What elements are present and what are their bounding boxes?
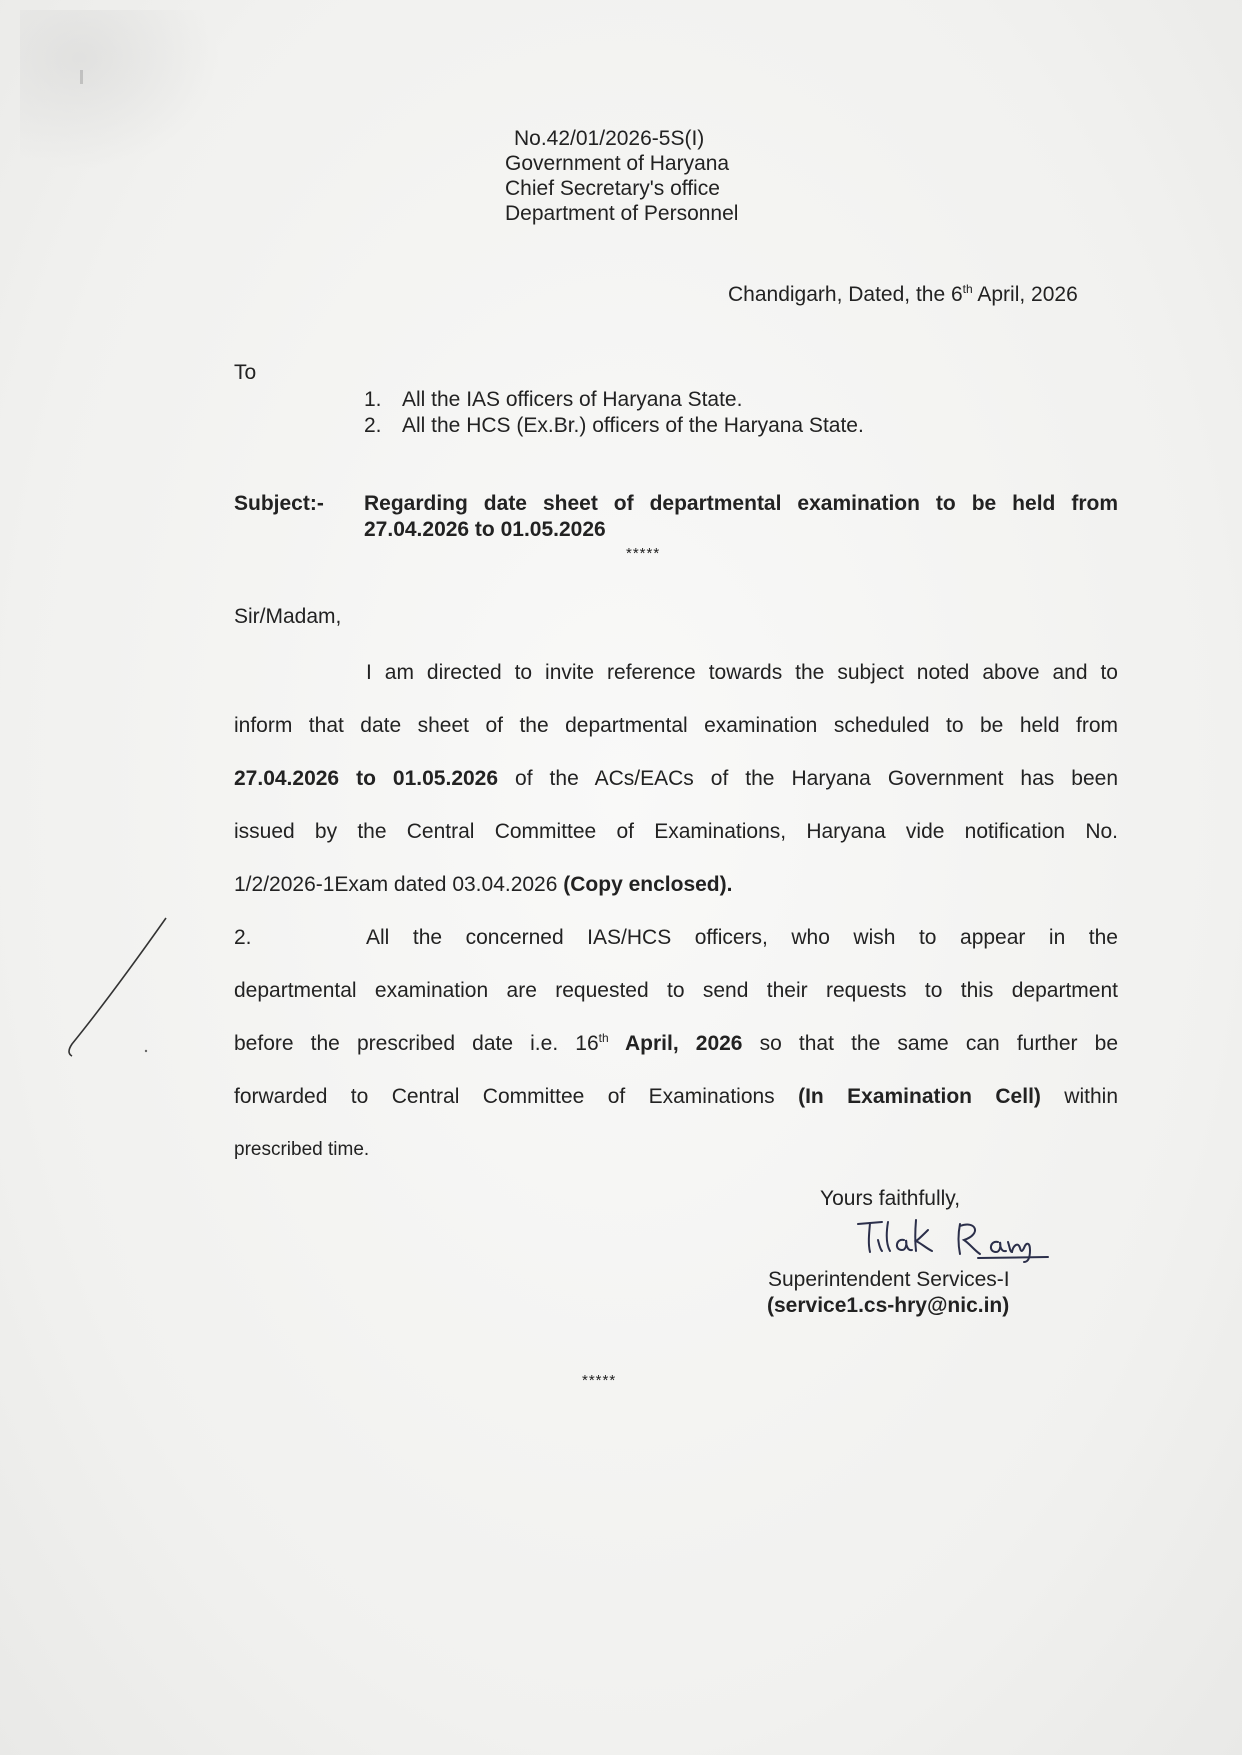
para1-line-1: I am directed to invite reference towards the subject noted above and to [366, 661, 1118, 684]
addressee-number-2: 2. [364, 414, 382, 437]
copy-enclosed: (Copy enclosed). [563, 873, 733, 896]
organization-name: Government of Haryana [505, 152, 730, 175]
addressee-item-2: All the HCS (Ex.Br.) officers of the Haryana State. [402, 414, 864, 437]
office-name: Chief Secretary's office [505, 177, 720, 200]
para2-line-5: prescribed time. [234, 1139, 370, 1160]
designation: Superintendent Services-I [768, 1268, 1010, 1291]
scan-mark [80, 70, 83, 84]
para1-dates: 27.04.2026 to 01.05.2026 [234, 767, 499, 790]
addressee-item-1: All the IAS officers of Haryana State. [402, 388, 743, 411]
yours-faithfully: Yours faithfully, [820, 1187, 961, 1210]
to-label: To [234, 361, 257, 384]
subject-line-1: Regarding date sheet of departmental examination to be held from [364, 492, 1118, 515]
subject-line-2: 27.04.2026 to 01.05.2026 [364, 518, 606, 541]
deadline-date: April, 2026 [608, 1032, 743, 1055]
para1-line-4: issued by the Central Committee of Examinations, Haryana vide notification No. [234, 820, 1118, 843]
addressee-number-1: 1. [364, 388, 382, 411]
para2-line-2: departmental examination are requested to send their requests to this department [234, 979, 1118, 1002]
reference-number: No.42/01/2026-5S(I) [514, 127, 705, 150]
examination-cell: (In Examination Cell) [798, 1085, 1041, 1108]
contact-email: (service1.cs-hry@nic.in) [767, 1294, 1010, 1317]
para2-line-3: before the prescribed date i.e. 16th April, 2026 so that the same can further be [234, 1031, 1118, 1055]
para1-line-3: 27.04.2026 to 01.05.2026 of the ACs/EACs of the Haryana Government has been [234, 767, 1118, 790]
date-ordinal: th [962, 282, 973, 296]
para2-line-4: forwarded to Central Committee of Examinations (In Examination Cell) within [234, 1085, 1118, 1108]
date-suffix: April, 2026 [972, 283, 1078, 306]
scan-smudge [20, 10, 220, 170]
date-line [728, 283, 1078, 307]
subject-label: Subject:- [234, 492, 324, 515]
para1-line-5: 1/2/2026-1Exam dated 03.04.2026 (Copy enclosed). [234, 873, 733, 896]
pen-mark [62, 912, 182, 1062]
signature-image [852, 1214, 1062, 1264]
para2-line-1: All the concerned IAS/HCS officers, who wish to appear in the [366, 926, 1118, 949]
para2-number: 2. [234, 926, 252, 949]
salutation: Sir/Madam, [234, 605, 342, 628]
subject-separator: ***** [626, 545, 661, 562]
footer-separator: ***** [582, 1372, 617, 1389]
date-prefix: Chandigarh, Dated, the 6 [728, 283, 963, 306]
para1-line-2: inform that date sheet of the departmental examination scheduled to be held from [234, 714, 1118, 737]
department-name: Department of Personnel [505, 202, 739, 225]
